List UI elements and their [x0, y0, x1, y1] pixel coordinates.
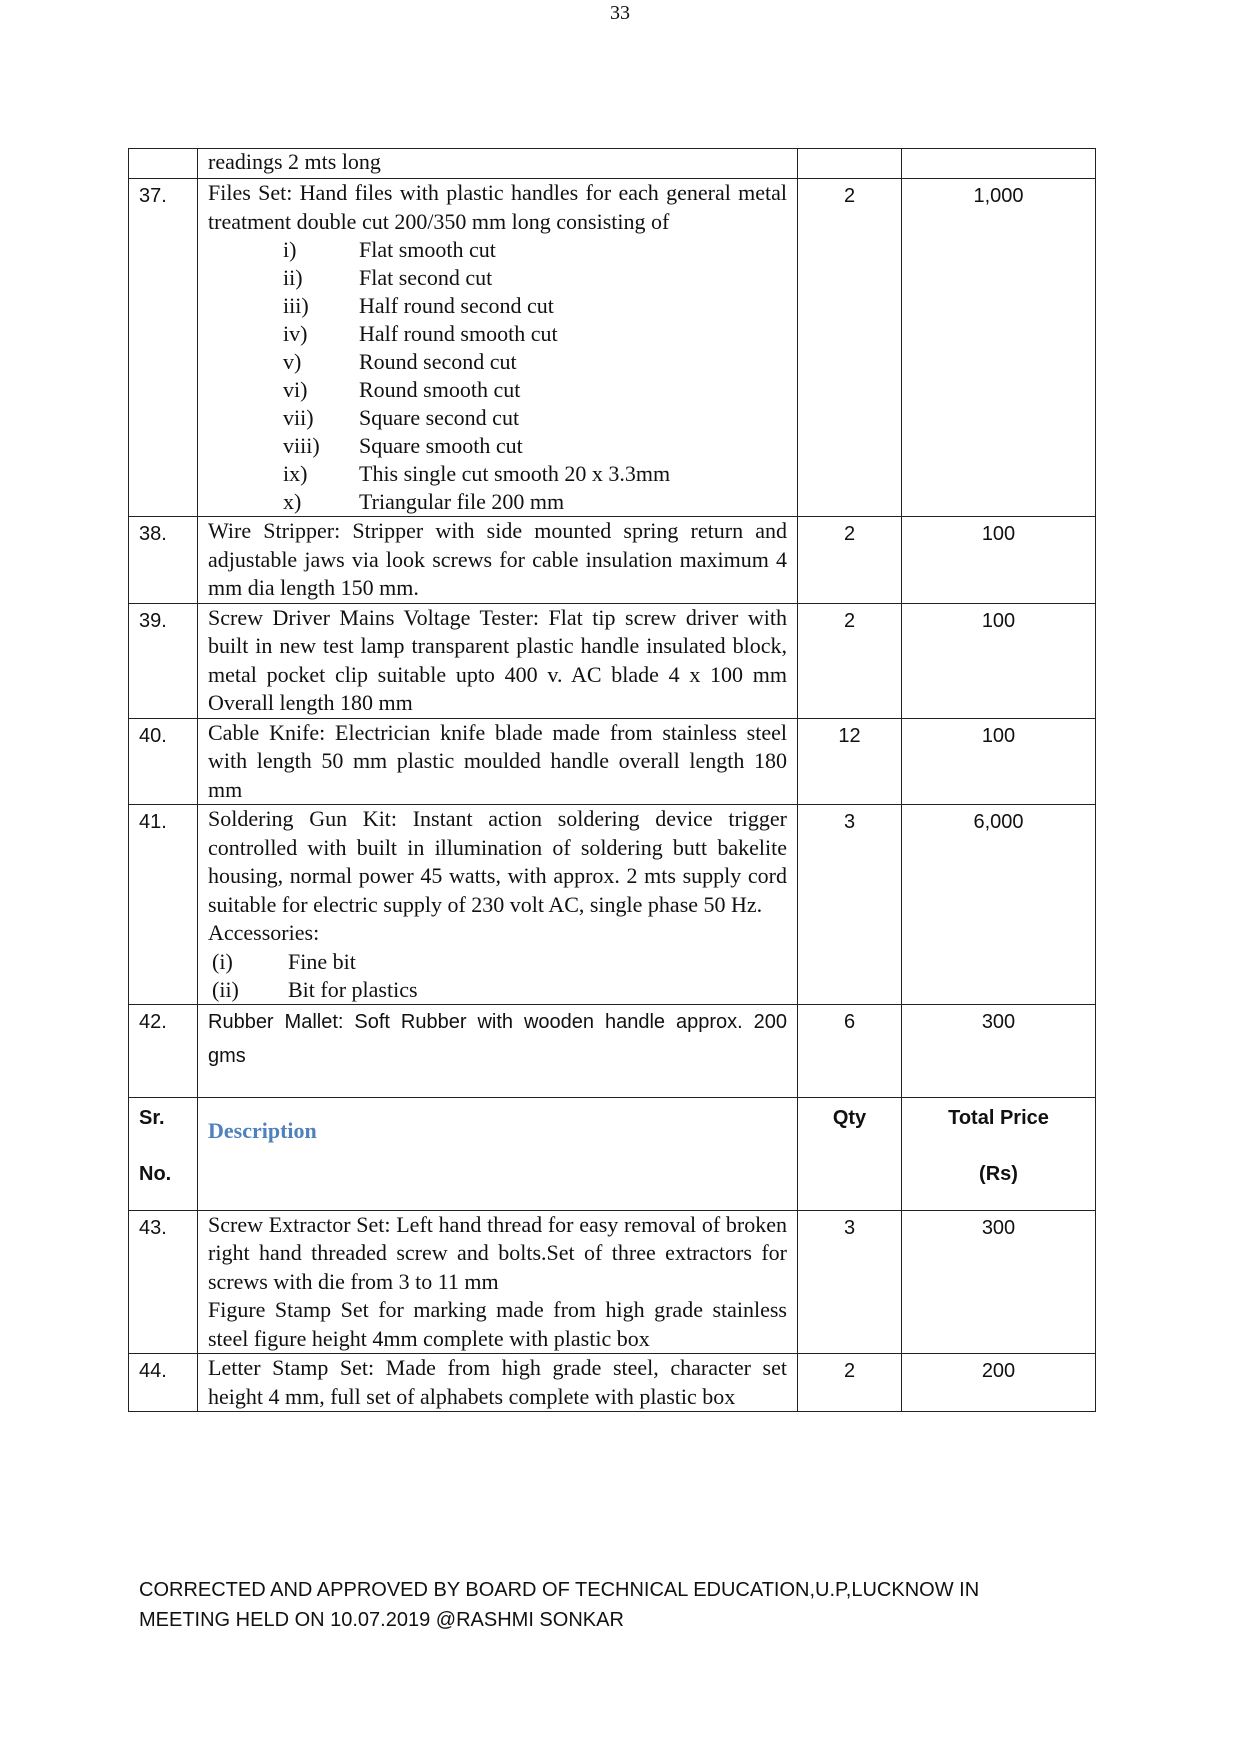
table-row: [129, 805, 1096, 1005]
footer-line: MEETING HELD ON 10.07.2019 @RASHMI SONKAR: [139, 1609, 624, 1631]
list-item: i) Flat smooth cut: [283, 237, 496, 262]
sr-cell: 37.: [129, 179, 198, 517]
list-item: iv) Half round smooth cut: [283, 321, 558, 346]
sr-cell: [129, 149, 198, 179]
header-sr-no: Sr. No.: [129, 1097, 198, 1210]
list-item: vii) Square second cut: [283, 405, 520, 430]
sr-cell: 41.: [129, 805, 198, 1005]
item-description: Soldering Gun Kit: Instant action soldering device trigger controlled with built in illumination of soldering butt bakelite housing, normal power 45 watts, with approx. 2 mts supply cord suitable for electric supply of 230 volt AC, single phase 50 Hz.: [208, 806, 787, 917]
item-description: Cable Knife: Electrician knife blade made from stainless steel with length 50 mm plastic moulded handle overall length 180 mm: [208, 719, 787, 802]
qty-cell: 12: [798, 718, 902, 805]
header-description: Description: [198, 1097, 798, 1210]
list-item: viii) Square smooth cut: [283, 433, 523, 458]
description-cell: [198, 179, 798, 517]
table-row: [129, 1354, 1096, 1412]
description-cell: [198, 1004, 798, 1097]
sr-cell: 43.: [129, 1210, 198, 1354]
list-item: ix) This single cut smooth 20 x 3.3mm: [283, 461, 671, 486]
qty-cell: 2: [798, 1354, 902, 1412]
price-cell: 100: [902, 603, 1096, 718]
page-number: 33: [610, 2, 630, 24]
table-row: [129, 179, 1096, 517]
table-header-row: [129, 1097, 1096, 1210]
sr-cell: 40.: [129, 718, 198, 805]
sr-cell: 39.: [129, 603, 198, 718]
list-item: x) Triangular file 200 mm: [283, 489, 565, 514]
list-item: ii) Flat second cut: [283, 265, 493, 290]
list-item: (ii) Bit for plastics: [212, 976, 418, 1002]
table-row: [129, 1210, 1096, 1354]
description-cell: [198, 718, 798, 805]
header-qty: Qty: [798, 1097, 902, 1210]
sub-item-list: [208, 948, 787, 1004]
qty-cell: [798, 149, 902, 179]
price-cell: 200: [902, 1354, 1096, 1412]
qty-cell: 2: [798, 603, 902, 718]
item-description: Screw Driver Mains Voltage Tester: Flat tip screw driver with built in new test lamp transparent plastic handle insulated block, metal pocket clip suitable upto 400 v. AC blade 4 x 100 mm Overall length 180 mm: [208, 604, 787, 715]
list-item: iii) Half round second cut: [283, 293, 554, 318]
price-cell: 100: [902, 718, 1096, 805]
price-cell: 1,000: [902, 179, 1096, 517]
table-row: [129, 718, 1096, 805]
accessories-label: Accessories:: [208, 920, 320, 945]
description-cell: [198, 805, 798, 1005]
approval-footer: [139, 1575, 1039, 1635]
sub-item-list: [208, 236, 787, 516]
header-total-price: Total Price (Rs): [902, 1097, 1096, 1210]
qty-cell: 3: [798, 805, 902, 1005]
qty-cell: 2: [798, 517, 902, 604]
list-item: vi) Round smooth cut: [283, 377, 521, 402]
table-row: [129, 149, 1096, 179]
table-row: [129, 517, 1096, 604]
item-description: Files Set: Hand files with plastic handles for each general metal treatment double cut 200/350 mm long consisting of: [208, 180, 787, 234]
qty-cell: 6: [798, 1004, 902, 1097]
footer-line: CORRECTED AND APPROVED BY BOARD OF TECHNICAL EDUCATION,U.P,LUCKNOW IN: [139, 1579, 980, 1601]
list-item: v) Round second cut: [283, 349, 517, 374]
list-item: (i) Fine bit: [212, 948, 356, 974]
item-description-secondary: Figure Stamp Set for marking made from high grade stainless steel figure height 4mm complete with plastic box: [208, 1297, 787, 1351]
description-cell: readings 2 mts long: [198, 149, 798, 179]
price-cell: 300: [902, 1004, 1096, 1097]
item-description: Letter Stamp Set: Made from high grade steel, character set height 4 mm, full set of alphabets complete with plastic box: [208, 1355, 787, 1409]
item-description: Screw Extractor Set: Left hand thread for easy removal of broken right hand threaded screw and bolts.Set of three extractors for screws with die from 3 to 11 mm: [208, 1211, 787, 1294]
sr-cell: 42.: [129, 1004, 198, 1097]
description-cell: [198, 1354, 798, 1412]
price-cell: 300: [902, 1210, 1096, 1354]
table-row: [129, 1004, 1096, 1097]
price-cell: 6,000: [902, 805, 1096, 1005]
item-description: Rubber Mallet: Soft Rubber with wooden handle approx. 200 gms: [208, 1010, 787, 1067]
equipment-table: [128, 148, 1096, 1412]
price-cell: 100: [902, 517, 1096, 604]
sr-cell: 44.: [129, 1354, 198, 1412]
item-description: Wire Stripper: Stripper with side mounted spring return and adjustable jaws via look screws for cable insulation maximum 4 mm dia length 150 mm.: [208, 518, 787, 600]
sr-cell: 38.: [129, 517, 198, 604]
qty-cell: 2: [798, 179, 902, 517]
description-cell: [198, 603, 798, 718]
table-row: [129, 603, 1096, 718]
description-cell: [198, 517, 798, 604]
qty-cell: 3: [798, 1210, 902, 1354]
description-cell: [198, 1210, 798, 1354]
price-cell: [902, 149, 1096, 179]
